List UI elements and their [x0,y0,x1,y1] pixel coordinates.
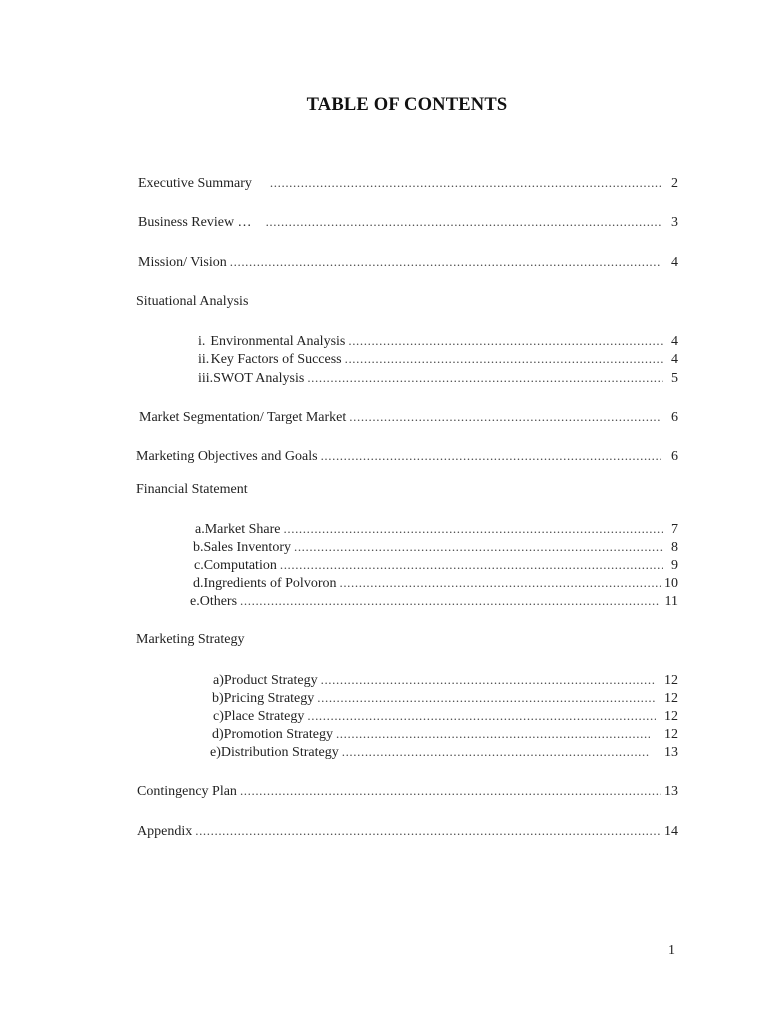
toc-subentry-marker: b) [212,691,224,706]
toc-subentry-page: 10 [664,576,678,591]
toc-subentry-ingredients[interactable] [193,574,678,592]
leader-dots [230,253,661,271]
toc-subentry-label: Distribution Strategy [220,745,339,760]
leader-dots [266,213,661,231]
toc-subentry-marker: d. [193,576,204,591]
toc-subentry-marker: ii. [198,352,210,367]
toc-subentry-page: 12 [664,691,678,706]
toc-section-label: Financial Statement [136,482,248,497]
toc-subentry-page: 8 [671,540,678,555]
toc-section-label: Situational Analysis [136,294,249,309]
leader-dots [270,174,661,192]
toc-entry-label: Marketing Objectives and Goals [136,449,318,464]
leader-dots [345,350,663,368]
toc-subentry-marker: iii. [198,371,214,386]
toc-subentry-marker: i. [198,334,206,349]
toc-entry-label: Executive Summary [138,176,252,191]
toc-entry-business-review[interactable] [138,213,678,231]
leader-dots [342,743,650,761]
toc-subentry-place-strategy[interactable] [213,707,678,725]
toc-subentry-label: Promotion Strategy [223,727,333,742]
toc-entry-marketing-objectives[interactable] [136,447,678,465]
toc-entry-page: 3 [671,215,678,230]
toc-section-marketing-strategy[interactable] [136,631,436,649]
page-number: 1 [668,943,675,958]
toc-subentry-market-share[interactable] [195,520,678,538]
toc-subentry-label: Others [199,594,238,609]
toc-subentry-product-strategy[interactable] [213,671,678,689]
toc-subentry-label: Key Factors of Success [210,352,342,367]
toc-subentry-page: 9 [671,558,678,573]
toc-subentry-label: Product Strategy [223,673,318,688]
toc-entry-page: 14 [664,824,678,839]
leader-dots [349,408,661,426]
toc-subentry-marker: c. [194,558,204,573]
toc-subentry-page: 12 [664,673,678,688]
toc-subentry-key-factors[interactable] [198,350,678,368]
toc-subentry-label: SWOT Analysis [213,371,305,386]
toc-subentry-marker: e. [190,594,200,609]
toc-subentry-marker: c) [213,709,224,724]
toc-subentry-environmental-analysis[interactable] [198,332,678,350]
leader-dots [240,592,658,610]
toc-subentry-pricing-strategy[interactable] [212,689,678,707]
toc-section-financial-statement[interactable] [136,481,436,499]
toc-section-label: Marketing Strategy [136,632,245,647]
toc-subentry-marker: d) [212,727,224,742]
toc-entry-appendix[interactable] [137,822,678,840]
toc-entry-page: 13 [664,784,678,799]
toc-subentry-label: Sales Inventory [203,540,291,555]
toc-subentry-distribution-strategy[interactable] [210,743,678,761]
leader-dots [240,782,661,800]
toc-subentry-page: 7 [671,522,678,537]
toc-subentry-label: Environmental Analysis [210,334,346,349]
toc-entry-label: Business Review … [138,215,252,230]
leader-dots [339,574,661,592]
toc-section-situational-analysis[interactable] [136,293,436,311]
toc-subentry-page: 13 [664,745,678,760]
leader-dots [336,725,650,743]
toc-entry-page: 6 [671,449,678,464]
leader-dots [284,520,663,538]
leader-dots [348,332,663,350]
toc-subentry-marker: b. [193,540,204,555]
toc-subentry-page: 4 [671,334,678,349]
toc-entry-market-segmentation[interactable] [139,408,678,426]
toc-subentry-label: Computation [203,558,277,573]
toc-subentry-label: Place Strategy [223,709,305,724]
leader-dots [294,538,663,556]
toc-entry-page: 4 [671,255,678,270]
toc-subentry-page: 4 [671,352,678,367]
toc-subentry-swot-analysis[interactable] [198,369,678,387]
leader-dots [321,671,656,689]
toc-subentry-label: Ingredients of Polvoron [203,576,337,591]
toc-entry-label: Mission/ Vision [138,255,227,270]
toc-subentry-computation[interactable] [194,556,678,574]
leader-dots [280,556,663,574]
leader-dots [195,822,661,840]
toc-subentry-label: Pricing Strategy [223,691,315,706]
toc-entry-label: Contingency Plan [137,784,237,799]
toc-subentry-page: 12 [664,727,678,742]
toc-subentry-page: 11 [664,594,678,609]
toc-subentry-others[interactable] [190,592,678,610]
toc-subentry-promotion-strategy[interactable] [212,725,678,743]
toc-subentry-marker: a. [195,522,205,537]
page-title: TABLE OF CONTENTS [306,95,508,115]
toc-subentry-marker: e) [210,745,221,760]
toc-subentry-page: 12 [664,709,678,724]
toc-entry-page: 6 [671,410,678,425]
leader-dots [307,369,663,387]
toc-subentry-page: 5 [671,371,678,386]
leader-dots [317,689,656,707]
toc-entry-page: 2 [671,176,678,191]
toc-subentry-label: Market Share [204,522,281,537]
toc-entry-label: Appendix [137,824,193,839]
toc-subentry-sales-inventory[interactable] [193,538,678,556]
toc-entry-label: Market Segmentation/ Target Market [139,410,347,425]
leader-dots [321,447,661,465]
toc-subentry-marker: a) [213,673,224,688]
leader-dots [307,707,656,725]
toc-entry-mission-vision[interactable] [138,253,678,271]
toc-entry-executive-summary[interactable] [138,174,678,192]
toc-entry-contingency-plan[interactable] [137,782,678,800]
